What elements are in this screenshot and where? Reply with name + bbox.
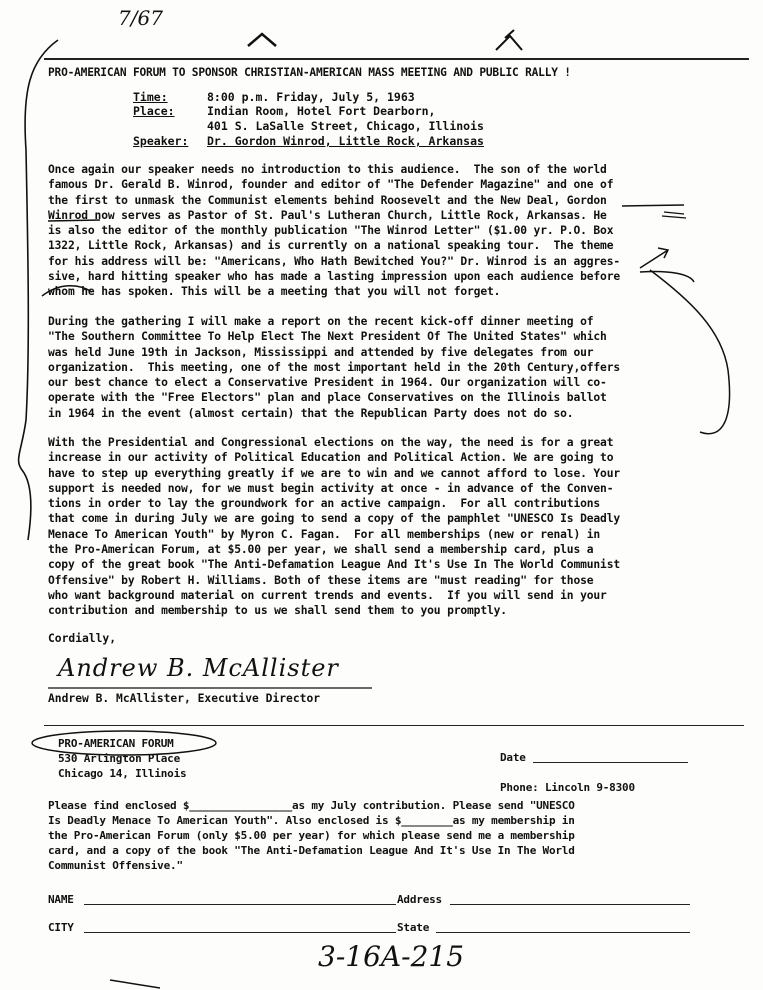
date-field[interactable] [533, 762, 688, 763]
paragraph-report: During the gathering I will make a report on the recent kick-off dinner meeting of "The Southern Committee To Help Elect The Next President Of The United States" which was held June 19th in Jackson, Mississippi and attended by five delegates from our organization. This meeting, one of the most important held in the 20th Century,offers our best chance to elect a Conservative President in 1964. Our organization will co- operate with the "Free Electors" plan and place Conservatives on the Illinois ballot in 1964 in the event (almost certain) that the Republican Party does not do so. [48, 315, 621, 420]
form-body-line3: the Pro-American Forum (only $5.00 per year) for which please send me a membership [48, 829, 575, 842]
city-label: CITY [48, 921, 74, 934]
name-field[interactable] [84, 904, 396, 905]
form-org-name: PRO-AMERICAN FORUM [58, 737, 174, 750]
place-line1: Indian Room, Hotel Fort Dearborn, [207, 104, 436, 118]
date-label: Date [500, 751, 526, 764]
document-title: PRO-AMERICAN FORUM TO SPONSOR CHRISTIAN-AMERICAN MASS MEETING AND PUBLIC RALLY ! [48, 66, 571, 79]
handwritten-top-note: 7/67 [118, 6, 163, 30]
address-field[interactable] [450, 904, 690, 905]
state-label: State [397, 921, 430, 934]
top-rule [44, 58, 749, 60]
state-field[interactable] [436, 932, 690, 933]
paragraph-speaker: Once again our speaker needs no introduction to this audience. The son of the world famous Dr. Gerald B. Winrod, founder and editor of "The Defender Magazine" and one of the first to unmask the Communist elements behind Roosevelt and the New Deal, Gordon Winrod now serves as Pastor of St. Paul's Lutheran Church, Little Rock, Arkansas. He is also the editor of the monthly publication "The Winrod Letter" ($1.00 yr. P.O. Box 1322, Little Rock, Arkansas) and is currently on a national speaking tour. The theme for his address will be: "Americans, Who Hath Bewitched You?" Dr. Winrod is an aggres- sive, hard hitting speaker who has made a lasting impression upon each audience before whom he has spoken. This will be a meeting that you will not forget. [48, 163, 621, 299]
time-value: 8:00 p.m. Friday, July 5, 1963 [207, 90, 415, 104]
time-label: Time: [133, 90, 168, 104]
signer-title: Andrew B. McAllister, Executive Director [48, 692, 321, 705]
form-address2: Chicago 14, Illinois [58, 767, 187, 780]
handwritten-file-number: 3-16A-215 [318, 940, 465, 973]
form-body-line2: Is Deadly Menace To American Youth". Also enclosed is $________as my membership in [48, 814, 575, 827]
paragraph-appeal: With the Presidential and Congressional elections on the way, the need is for a great increase in our activity of Political Education and Political Action. We are going to have to step up everything greatly if we are to win and we cannot afford to lose. Your support is needed now, for we must begin activity at once - in advance of the Conven- tions in order to lay the groundwork for an active campaign. For all contributions that come in during July we are going to send a copy of the pamphlet "UNESCO Is Deadly Menace To American Youth" by Myron C. Fagan. For all memberships (new or renal) in the Pro-American Forum, at $5.00 per year, we shall send a membership card, plus a copy of the great book "The Anti-Defamation League And It's Use In The World Communist Offensive" by Robert H. Williams. Both of these items are "must reading" for those who want background material on current trends and events. If you will send in your contribution and membership to us we shall send them to you promptly. [48, 436, 621, 618]
form-address1: 530 Arlington Place [58, 752, 181, 765]
city-field[interactable] [84, 932, 396, 933]
phone: Phone: Lincoln 9-8300 [500, 781, 635, 794]
form-body-line5: Communist Offensive." [48, 859, 183, 872]
place-line2: 401 S. LaSalle Street, Chicago, Illinois [207, 119, 484, 133]
closing: Cordially, [48, 632, 117, 645]
form-body-line4: card, and a copy of the book "The Anti-Defamation League And It's Use In The World [48, 844, 575, 857]
address-label: Address [397, 893, 442, 906]
speaker-value: Dr. Gordon Winrod, Little Rock, Arkansas [207, 134, 484, 148]
form-body-line1: Please find enclosed $________________as my July contribution. Please send "UNESCO [48, 799, 575, 812]
name-label: NAME [48, 893, 74, 906]
form-separator [44, 725, 744, 726]
speaker-label: Speaker: [133, 134, 189, 148]
place-label: Place: [133, 104, 175, 118]
signature: Andrew B. McAllister [58, 654, 339, 682]
